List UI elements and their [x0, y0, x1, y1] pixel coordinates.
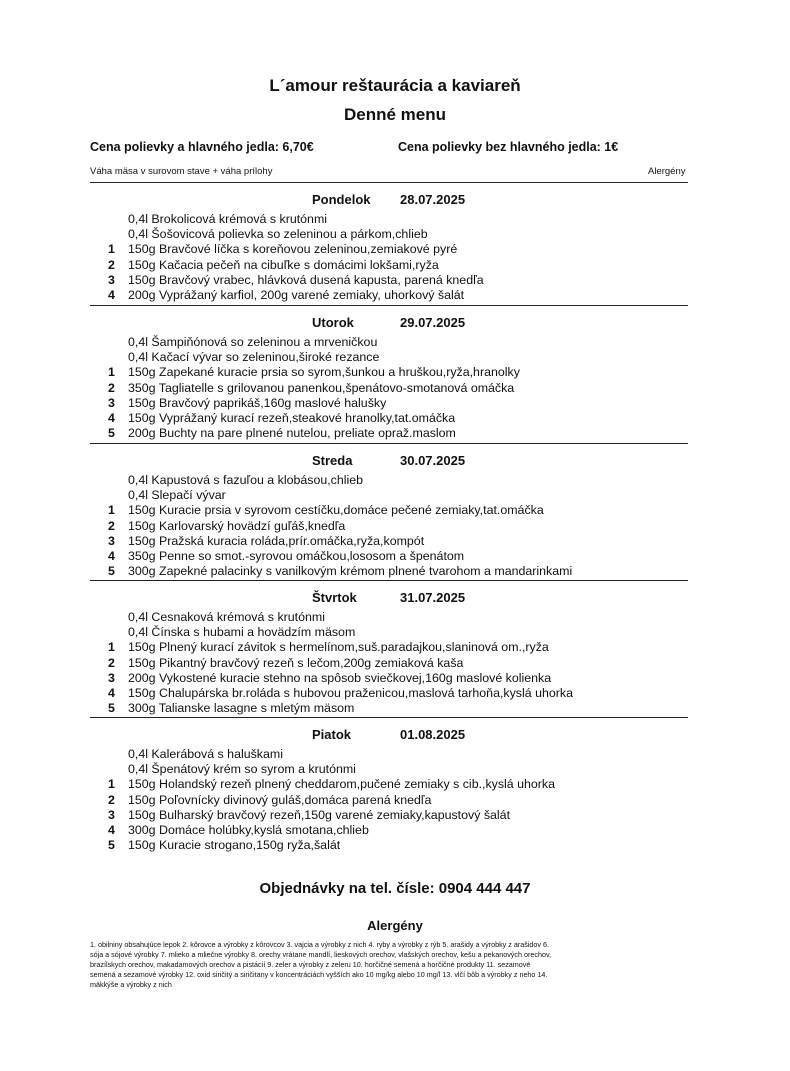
main-dish-item: 350g Tagliatelle s grilovanou panenkou,špenátovo-smotanová omáčka	[128, 380, 515, 395]
dish-number: 3	[108, 395, 115, 410]
soup-item: 0,4l Slepačí vývar	[128, 488, 226, 503]
dish-number: 1	[108, 640, 115, 655]
dish-number: 5	[108, 426, 115, 441]
dish-number: 3	[108, 272, 115, 287]
main-dish-item: 150g Vyprážaný kurací rezeň,steakové hranolky,tat.omáčka	[128, 411, 456, 425]
main-dish-item: 150g Zapekané kuracie prsia so syrom,šunkou a hruškou,ryža,hranolky	[128, 365, 520, 380]
main-dish-item: 150g Bravčový paprikáš,160g maslové halušky	[128, 395, 387, 410]
dish-number: 5	[108, 838, 115, 853]
main-dish-item: 150g Pikantný bravčový rezeň s lečom,200g zemiaková kaša	[128, 655, 464, 670]
weight-note: Váha mäsa v surovom stave + váha prílohy	[90, 166, 273, 177]
main-dish-item: 200g Vykostené kuracie stehno na spôsob sviečkovej,160g maslové kolienka	[128, 670, 552, 685]
divider	[90, 182, 688, 183]
dish-number: 1	[108, 365, 115, 380]
divider	[90, 305, 688, 306]
day-name: Utorok	[312, 315, 354, 330]
restaurant-title: L´amour reštaurácia a kaviareň	[269, 76, 521, 95]
dish-number: 4	[108, 549, 115, 563]
soup-item: 0,4l Čínska s hubami a hovädzím mäsom	[128, 625, 356, 640]
dish-number: 4	[108, 288, 115, 302]
dish-number: 2	[108, 518, 115, 533]
day-date: 28.07.2025	[400, 192, 466, 207]
day-date: 29.07.2025	[400, 315, 466, 330]
dish-number: 4	[108, 411, 115, 425]
soup-item: 0,4l Šošovicová polievka so zeleninou a párkom,chlieb	[128, 227, 428, 242]
price-soup-only: Cena polievky bez hlavného jedla: 1€	[398, 140, 619, 154]
main-dish-item: 150g Holandský rezeň plnený cheddarom,pučené zemiaky s cib.,kyslá uhorka	[128, 777, 556, 792]
allergens-line: sója a sójové výrobky 7. mlieko a mliečne výrobky 8. orechy vrátane mandlí, lieskových orechov, vlašských orechov, kešu a pekanových orechov,	[90, 950, 552, 959]
dish-number: 4	[108, 823, 115, 837]
main-dish-item: 150g Bravčové líčka s koreňovou zeleninou,zemiakové pyré	[128, 242, 458, 257]
allergens-line: 1. obilniny obsahujúce lepok 2. kôrovce a výrobky z kôrovcov 3. vajcia a výrobky z nich 4. ryby a výrobky z rýb 5. arašidy a výrobky z arašidov 6.	[90, 940, 550, 949]
day-name: Piatok	[312, 727, 352, 742]
main-dish-item: 150g Poľovnícky divinový guláš,domáca parená knedľa	[128, 792, 432, 807]
allergens-line: semená a sezamové výrobky 12. oxid siričitý a siričitany v koncentráciách vyšších ako 10 mg/kg alebo 10 mg/l 13. vlčí bôb a výrobky z neho 14.	[90, 970, 548, 979]
dish-number: 5	[108, 564, 115, 579]
main-dish-item: 150g Plnený kurací závitok s hermelínom,suš.paradajkou,slaninová om.,ryža	[128, 640, 549, 655]
dish-number: 2	[108, 792, 115, 807]
dish-number: 3	[108, 670, 115, 685]
divider	[90, 580, 688, 581]
dish-number: 1	[108, 503, 115, 518]
main-dish-item: 300g Talianske lasagne s mletým mäsom	[128, 701, 355, 716]
main-dish-item: 150g Karlovarský hovädzí guľáš,knedľa	[128, 518, 346, 533]
main-dish-item: 200g Buchty na pare plnené nutelou, preliate opraž.maslom	[128, 426, 456, 441]
dish-number: 2	[108, 257, 115, 272]
day-date: 31.07.2025	[400, 590, 466, 605]
price-soup-and-main: Cena polievky a hlavného jedla: 6,70€	[90, 140, 314, 154]
main-dish-item: 300g Domáce holúbky,kyslá smotana,chlieb	[128, 823, 369, 837]
order-phone: Objednávky na tel. čísle: 0904 444 447	[259, 880, 531, 897]
dish-number: 1	[108, 242, 115, 257]
divider	[90, 443, 688, 444]
soup-item: 0,4l Kačací vývar so zeleninou,široké rezance	[128, 350, 380, 365]
main-dish-item: 150g Bulharský bravčový rezeň,150g varené zemiaky,kapustový šalát	[128, 807, 511, 822]
allergens-list	[90, 940, 690, 990]
dish-number: 5	[108, 701, 115, 716]
main-dish-item: 200g Vyprážaný karfiol, 200g varené zemiaky, uhorkový šalát	[128, 288, 465, 302]
main-dish-item: 350g Penne so smot.-syrovou omáčkou,lososom a špenátom	[128, 549, 465, 563]
day-name: Pondelok	[312, 192, 371, 207]
day-date: 30.07.2025	[400, 453, 466, 468]
menu-title: Denné menu	[343, 105, 447, 124]
day-name: Streda	[312, 453, 353, 468]
dish-number: 3	[108, 533, 115, 548]
dish-number: 4	[108, 686, 115, 700]
main-dish-item: 150g Chalupárska br.roláda s hubovou praženicou,maslová tarhoňa,kyslá uhorka	[128, 686, 573, 700]
dish-number: 3	[108, 807, 115, 822]
soup-item: 0,4l Cesnaková krémová s krutónmi	[128, 610, 325, 624]
soup-item: 0,4l Špenátový krém so syrom a krutónmi	[128, 762, 356, 777]
divider	[90, 717, 688, 718]
dish-number: 1	[108, 777, 115, 792]
allergens-column-label: Alergény	[648, 166, 686, 177]
allergens-line: mäkkýše a výrobky z nich	[90, 980, 172, 989]
main-dish-item: 150g Kačacia pečeň na cibuľke s domácimi lokšami,ryža	[128, 257, 439, 272]
main-dish-item: 150g Kuracie prsia v syrovom cestíčku,domáce pečené zemiaky,tat.omáčka	[128, 503, 544, 518]
soup-item: 0,4l Kalerábová s haluškami	[128, 747, 283, 761]
dish-number: 2	[108, 380, 115, 395]
soup-item: 0,4l Brokolicová krémová s krutónmi	[128, 212, 328, 226]
main-dish-item: 150g Pražská kuracia roláda,prír.omáčka,ryža,kompót	[128, 533, 425, 548]
day-name: Štvrtok	[312, 590, 357, 605]
soup-item: 0,4l Šampiňónová so zeleninou a mrveničkou	[128, 335, 378, 349]
main-dish-item: 150g Bravčový vrabec, hlávková dusená kapusta, parená knedľa	[128, 272, 484, 287]
main-dish-item: 300g Zapekné palacinky s vanilkovým krémom plnené tvarohom a mandarinkami	[128, 564, 573, 579]
allergens-line: brazílskych orechov, makadamových orechov a pistácií 9. zeler a výrobky z zeleru 10. horčičné semená a horčičné produkty 11. sezamové	[90, 960, 531, 969]
main-dish-item: 150g Kuracie strogano,150g ryža,šalát	[128, 838, 341, 853]
soup-item: 0,4l Kapustová s fazuľou a klobásou,chlieb	[128, 473, 364, 487]
dish-number: 2	[108, 655, 115, 670]
allergens-title: Alergény	[367, 918, 423, 933]
day-date: 01.08.2025	[400, 727, 466, 742]
